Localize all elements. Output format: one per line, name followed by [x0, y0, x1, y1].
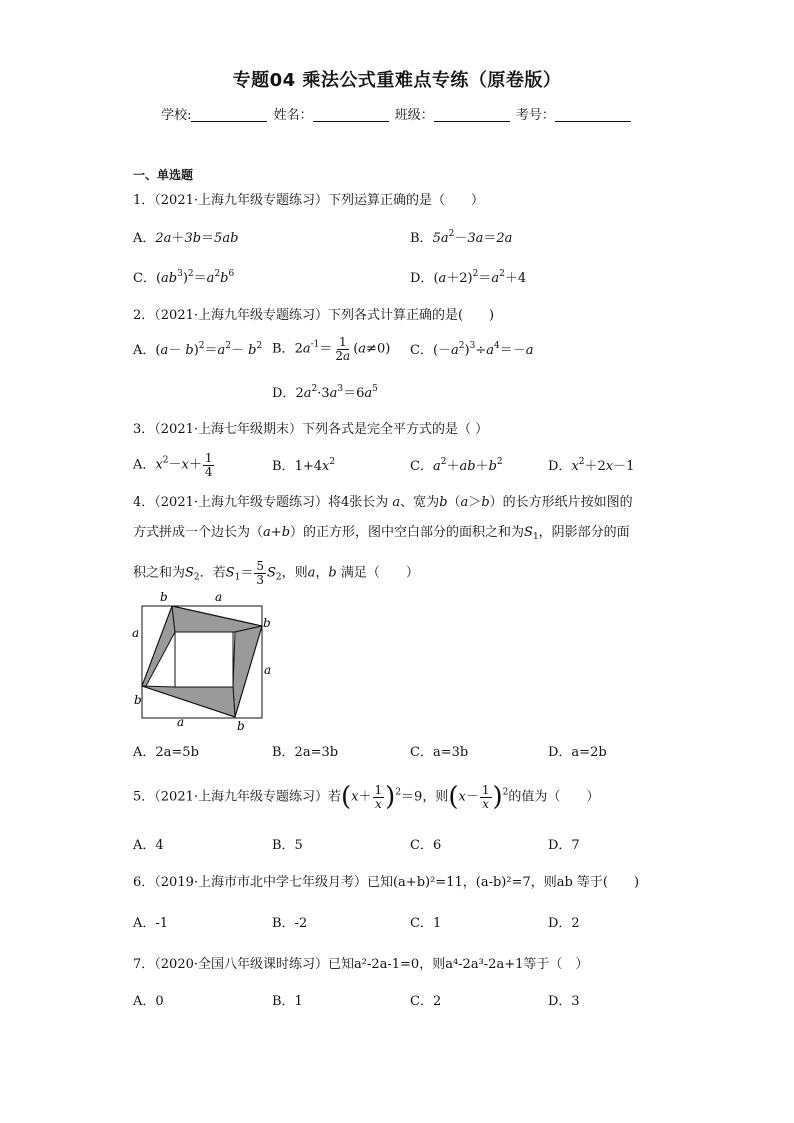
exam-no-blank[interactable]	[555, 107, 631, 122]
q2-option-a: A．$(a- b)^2=a^2- b^2$	[133, 341, 263, 358]
name-blank[interactable]	[313, 107, 389, 122]
q6-option-b: B．-2	[272, 916, 308, 931]
q3-option-d: D．$x^2+2x-1$	[548, 457, 635, 474]
question-3-stem: 3．（2021·上海七年级期末）下列各式是完全平方式的是（ ）	[133, 422, 489, 437]
label-right-a: a	[264, 663, 272, 677]
school-blank[interactable]	[191, 107, 267, 122]
q7-option-d: D．3	[548, 994, 580, 1009]
q1-option-c: C．$(ab^3)^2=a^2b^6$	[133, 269, 235, 286]
question-1-stem: 1．（2021·上海九年级专题练习）下列运算正确的是（ ）	[133, 193, 484, 208]
shaded-trapezoid-top	[172, 606, 262, 632]
q2-option-c: C．$(-a^2)^3\div a^4=-a$	[410, 341, 534, 358]
section-heading: 一、单选题	[133, 168, 194, 182]
q6-option-c: C．1	[410, 916, 442, 931]
q5-option-c: C．6	[410, 838, 442, 853]
q4-option-a: A．2a=5b	[133, 745, 199, 760]
name-label: 姓名：	[273, 108, 313, 123]
question-4-line-1: 4．（2021·上海九年级专题练习）将4张长为 a、宽为b（a＞b）的长方形纸片按如图的	[133, 495, 633, 510]
q5-option-b: B．5	[272, 838, 303, 853]
class-blank[interactable]	[434, 107, 510, 122]
label-left-b: b	[134, 693, 142, 707]
square-diagram	[130, 590, 280, 735]
label-left-a: a	[132, 626, 140, 640]
question-5-stem: 5．（2021·上海九年级专题练习）若(x＋ $\frac{1}{x}$ )$^2$＝9，则(x－ $\frac{1}{x}$ )$^2$的值为（ ）	[133, 782, 600, 813]
q6-option-d: D．2	[548, 916, 580, 931]
q4-option-c: C．a=3b	[410, 745, 469, 760]
question-2-stem: 2．（2021·上海九年级专题练习）下列各式计算正确的是( )	[133, 308, 495, 323]
q6-option-a: A．-1	[133, 916, 169, 931]
label-bottom-a: a	[177, 715, 185, 729]
question-6-stem: 6．（2019·上海市市北中学七年级月考）已知(a+b)²=11，(a-b)²=7，则ab 等于( )	[133, 875, 640, 890]
q7-option-c: C．2	[410, 994, 442, 1009]
q1-option-d: D．$(a+2)^2=a^2+4$	[410, 269, 527, 286]
q3-option-a: A．$x^2-x+$ $\frac{1}{4}$	[133, 451, 213, 479]
question-7-stem: 7．（2020·全国八年级课时练习）已知a²-2a-1=0，则a⁴-2a³-2a+1等于（ ）	[133, 957, 589, 972]
label-top-b: b	[160, 590, 168, 604]
q4-option-d: D．a=2b	[548, 745, 607, 760]
q5-option-d: D．7	[548, 838, 580, 853]
class-label: 班级：	[394, 108, 434, 123]
page-title: 专题04 乘法公式重难点专练（原卷版）	[232, 70, 562, 91]
q2-option-d: D．$2a^2\cdot 3a^3=6a^5$	[272, 384, 378, 401]
exam-no-label: 考号：	[515, 108, 555, 123]
q7-option-b: B．1	[272, 994, 303, 1009]
question-4-line-3: 积之和为$S_2$．若$S_1=$ $\frac{5}{3}$ $S_2$，则a，b 满足（ ）	[133, 559, 419, 587]
q1-option-b: B．$5a^2-3a=2a$	[410, 229, 513, 246]
label-top-a: a	[215, 590, 223, 604]
q7-option-a: A．0	[133, 994, 164, 1009]
q4-option-b: B．2a=3b	[272, 745, 339, 760]
student-info-line	[0, 104, 794, 123]
blank-center	[175, 632, 233, 687]
q5-option-a: A．4	[133, 838, 164, 853]
q2-option-b: B．$2a^{-1}=$ $\frac{1}{2a}$ (a≠0)	[272, 335, 391, 363]
school-label: 学校:	[161, 108, 192, 123]
q1-option-a: A．2a＋3b＝5ab	[133, 231, 239, 246]
q3-option-c: C．$a^2+ab+b^2$	[410, 457, 503, 474]
question-4-line-2: 方式拼成一个边长为（a+b）的正方形，图中空白部分的面积之和为$S_1$，阴影部分的面	[133, 525, 630, 542]
label-right-b: b	[263, 616, 271, 630]
q3-option-b: B．$1+4x^2$	[272, 457, 336, 474]
label-bottom-b: b	[237, 719, 245, 733]
